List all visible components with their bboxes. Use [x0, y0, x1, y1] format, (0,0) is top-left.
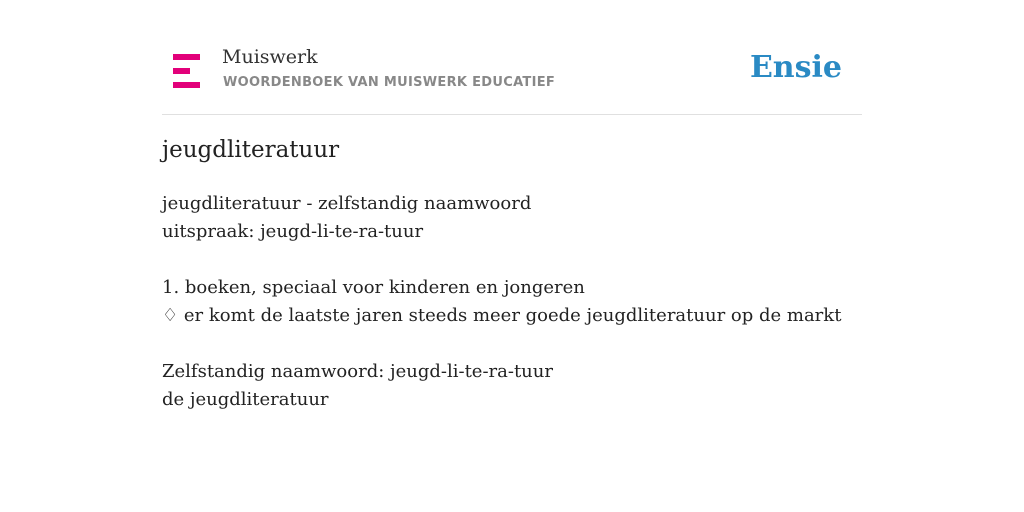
brand-subtitle: WOORDENBOEK VAN MUISWERK EDUCATIEF [223, 75, 556, 90]
article-line: de jeugdliteratuur [162, 389, 329, 410]
spacer [162, 246, 862, 274]
brand-name[interactable]: Muiswerk [222, 46, 318, 68]
entry-title: jeugdliteratuur [162, 137, 340, 163]
muiswerk-logo-icon[interactable] [173, 54, 200, 88]
word-class-line: jeugdliteratuur - zelfstandig naamwoord [162, 193, 532, 214]
ensie-logo-link[interactable]: Ensie [749, 50, 842, 85]
example-line: ♢ er komt de laatste jaren steeds meer goede jeugdliteratuur op de markt [162, 305, 842, 326]
spacer [162, 330, 862, 358]
entry-body [162, 190, 862, 414]
definition-line: 1. boeken, speciaal voor kinderen en jongeren [162, 277, 585, 298]
site-header [162, 0, 862, 115]
pronunciation-line: uitspraak: jeugd-li-te-ra-tuur [162, 221, 424, 242]
page-container [162, 0, 862, 512]
logo-bar-middle [173, 68, 190, 74]
logo-bar-top [173, 54, 200, 60]
noun-syllables-line: Zelfstandig naamwoord: jeugd-li-te-ra-tuur [162, 361, 553, 382]
logo-bar-bottom [173, 82, 200, 88]
